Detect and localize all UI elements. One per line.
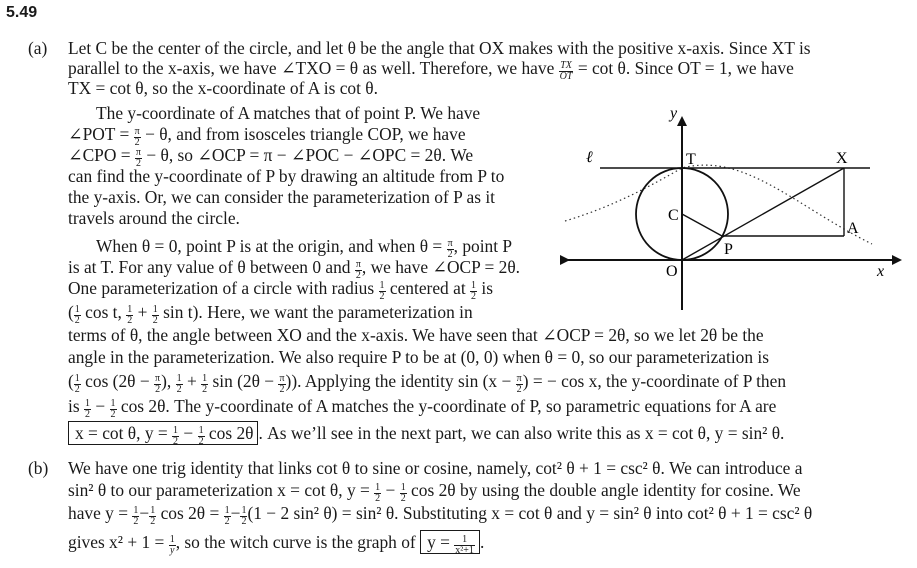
a-line-2: parallel to the x-axis, we have ∠TXO = θ as well. Therefore, we have $\frac{TX}{OT}$ = cot θ. Since OT = 1, we have	[68, 58, 794, 82]
label-ell: ℓ	[586, 149, 593, 166]
a-line-3: TX = cot θ, so the x-coordinate of A is cot θ.	[68, 78, 378, 98]
segment-CP	[682, 214, 722, 236]
label-T: T	[686, 151, 696, 168]
a-p3-line-1: When θ = 0, point P is at the origin, and when θ = $\frac{\pi}{2}$ , point P	[96, 236, 513, 260]
b-line-4: gives x² + 1 = $\frac{1}{y}$ , so the witch curve is the graph of y = $\frac{1}{\text{x²+1}}$ .	[68, 532, 485, 556]
answer-box-b: y = $\frac{1}{\text{x²+1}}$	[420, 530, 480, 554]
label-x: x	[877, 263, 885, 280]
a-p3-line-6: angle in the parameterization. We also require P to be at (0, 0) when θ = 0, so our parameterization is	[68, 347, 770, 367]
b-line-3: have y = $\frac{1}{2}$ − $\frac{1}{2}$ cos 2θ = $\frac{1}{2}$ − $\frac{1}{2}$ (1 − 2 sin² θ) = sin² θ. Substituting x = cot θ and y = sin² θ into cot² θ + 1 = csc² θ	[68, 503, 813, 527]
label-O: O	[666, 263, 678, 280]
label-X: X	[836, 150, 848, 167]
part-b-label: (b)	[28, 458, 49, 478]
a-p2-line-6: travels around the circle.	[68, 208, 240, 228]
a-p2-line-1: The y-coordinate of A matches that of point P. We have	[96, 103, 481, 123]
label-P: P	[724, 241, 733, 258]
label-A: A	[847, 220, 859, 237]
part-a-label: (a)	[28, 38, 48, 58]
a-line-1: Let C be the center of the circle, and let θ be the angle that OX makes with the positive x-axis. Since XT is	[68, 38, 811, 58]
segment-OX	[682, 168, 844, 260]
a-p3-line-8: is $\frac{1}{2}$ − $\frac{1}{2}$ cos 2θ. The y-coordinate of A matches the y-coordinate of P, so parametric equations for A are	[68, 396, 777, 420]
label-y: y	[670, 105, 678, 122]
a-p3-line-9: x = cot θ, y = $\frac{1}{2}$ − $\frac{1}{2}$ cos 2θ . As we’ll see in the next part, we can also write this as x = cot θ, y = sin² θ.	[68, 423, 784, 447]
label-C: C	[668, 207, 679, 224]
problem-number: 5.49	[6, 4, 38, 21]
b-line-2: sin² θ to our parameterization x = cot θ, y = $\frac{1}{2}$ − $\frac{1}{2}$ cos 2θ by using the double angle identity for cosine. We	[68, 480, 801, 504]
a-p3-line-2: is at T. For any value of θ between 0 and $\frac{\pi}{2}$ , we have ∠OCP = 2θ.	[68, 257, 521, 281]
witch-curve	[565, 165, 872, 244]
a-p3-line-7: ( $\frac{1}{2}$ cos (2θ − $\frac{\pi}{2}$ ), $\frac{1}{2}$ + $\frac{1}{2}$ sin (2θ − $\frac{\pi}{2}$ )). Applying the identity sin (x − $\frac{\pi}{2}$ ) = − cos x, the y-coordinate of P then	[68, 371, 787, 395]
a-p2-line-4: can find the y-coordinate of P by drawing an altitude from P to	[68, 166, 505, 186]
a-p2-line-3: ∠CPO = $\frac{\pi}{2}$ − θ, so ∠OCP = π − ∠POC − ∠OPC = 2θ. We	[68, 145, 474, 169]
a-p3-line-4: ( $\frac{1}{2}$ cos t, $\frac{1}{2}$ + $\frac{1}{2}$ sin t). Here, we want the parameterization in	[68, 302, 473, 326]
witch-of-agnesi-figure	[560, 96, 905, 318]
answer-box-a: x = cot θ, y = $\frac{1}{2}$ − $\frac{1}{2}$ cos 2θ	[68, 421, 258, 445]
a-p2-line-5: the y-axis. Or, we can consider the parameterization of P as it	[68, 187, 495, 207]
a-p3-line-3: One parameterization of a circle with radius $\frac{1}{2}$ centered at $\frac{1}{2}$ is	[68, 278, 493, 302]
b-line-1: We have one trig identity that links cot θ to sine or cosine, namely, cot² θ + 1 = csc² θ. We can introduce a	[68, 458, 803, 478]
a-p2-line-2: ∠POT = $\frac{\pi}{2}$ − θ, and from isosceles triangle COP, we have	[68, 124, 466, 148]
a-p3-line-5: terms of θ, the angle between XO and the x-axis. We have seen that ∠OCP = 2θ, so we let 2θ be the	[68, 325, 764, 345]
